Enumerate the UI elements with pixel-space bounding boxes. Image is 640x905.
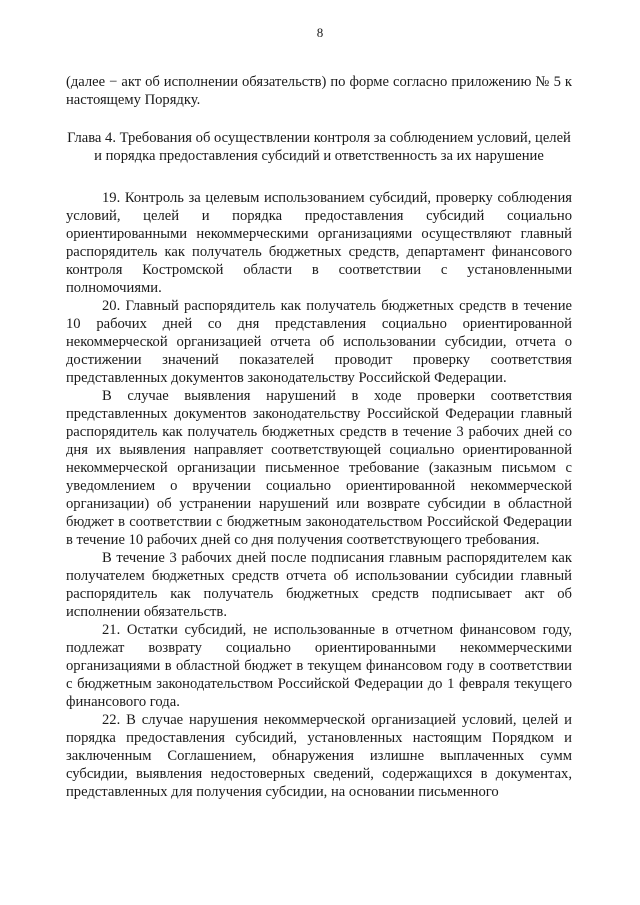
paragraph-violations: В случае выявления нарушений в ходе проверки соответствия представленных документов законодательству Российской Федерации главный распорядитель как получатель бюджетных средств в течение 3 рабочих дней со дня их выявления направляет соответствующей социально ориентированной некоммерческой организации письменное требование (заказным письмом с уведомлением о вручении социально ориентированной некоммерческой организации) об устранении нарушений или возврате субсидии в областной бюджет в соответствии с бюджетным законодательством Российской Федерации в течение 10 рабочих дней со дня получения соответствующего требования. — [66, 388, 572, 548]
paragraph-22: 22. В случае нарушения некоммерческой организацией условий, целей и порядка предоставления субсидий, установленных настоящим Порядком и заключенным Соглашением, обнаружения излишне выплаченных сумм субсидии, выявления недостоверных сведений, содержащихся в документах, представленных для получения субсидии, на основании письменного — [66, 712, 572, 800]
document-body — [66, 73, 572, 801]
chapter-title: Глава 4. Требования об осуществлении контроля за соблюдением условий, целей и порядка предоставления субсидий и ответственность за их нарушение — [67, 130, 571, 164]
paragraph-act-signing: В течение 3 рабочих дней после подписания главным распорядителем как получателем бюджетных средств отчета об использовании субсидии главный распорядитель как получатель бюджетных средств подписывает акт об исполнении обязательств. — [66, 550, 572, 620]
paragraph-20: 20. Главный распорядитель как получатель бюджетных средств в течение 10 рабочих дней со дня представления социально ориентированной некоммерческой организацией отчета об использовании субсидии, отчета о достижении значений показателей проводит проверку соответствия представленных документов законодательству Российской Федерации. — [66, 298, 572, 386]
intro-paragraph: (далее − акт об исполнении обязательств) по форме согласно приложению № 5 к настоящему Порядку. — [66, 74, 572, 108]
paragraph-21: 21. Остатки субсидий, не использованные в отчетном финансовом году, подлежат возврату социально ориентированными некоммерческими организациями в областной бюджет в текущем финансовом году в соответствии с бюджетным законодательством Российской Федерации до 1 февраля текущего финансового года. — [66, 622, 572, 710]
paragraph-19: 19. Контроль за целевым использованием субсидий, проверку соблюдения условий, целей и порядка предоставления субсидий социально ориентированными некоммерческими организациями осуществляют главный распорядитель как получатель бюджетных средств, департамент финансового контроля Костромской области в соответствии с установленными полномочиями. — [66, 190, 572, 296]
page-number: 8 — [316, 25, 324, 40]
